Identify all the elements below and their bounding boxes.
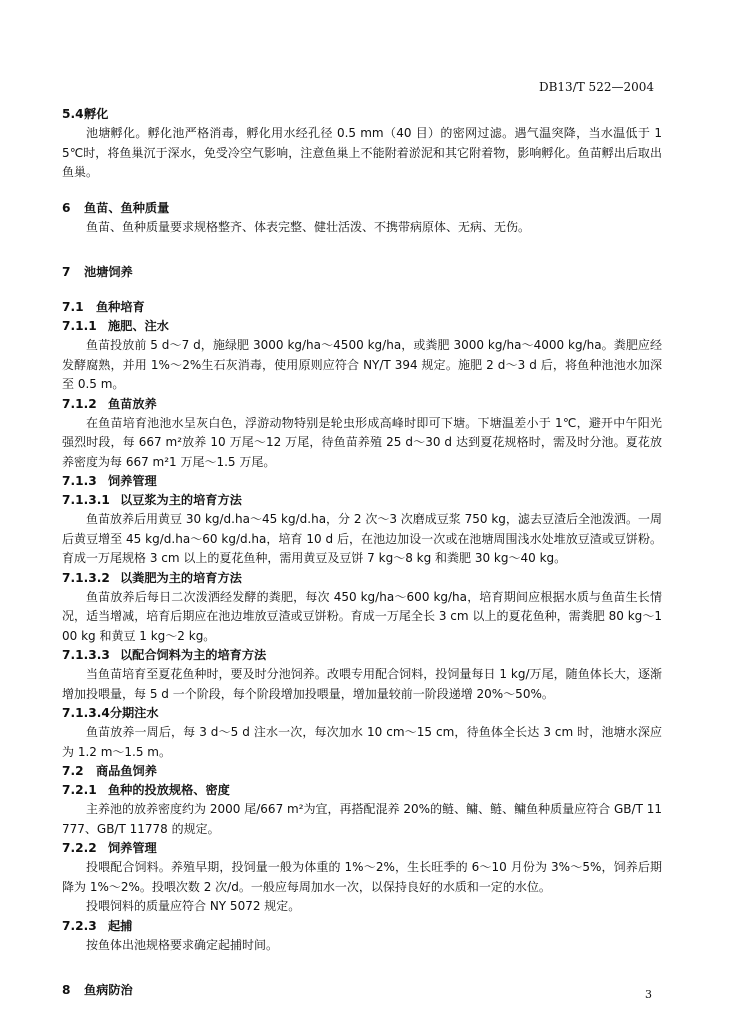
- section-heading: [62, 917, 662, 936]
- section-number: 7.1.3: [62, 474, 97, 488]
- section-number: 7.2.3: [62, 918, 97, 933]
- section-title: 鱼苗、鱼种质量: [84, 200, 170, 215]
- section-heading: [62, 298, 662, 317]
- page-number: 3: [645, 988, 652, 1001]
- section-title: 分期注水: [109, 706, 159, 720]
- section-heading: [62, 839, 662, 858]
- section-number: 7.2: [62, 764, 84, 778]
- section-number: 5.4: [62, 107, 84, 121]
- section-number: 7: [62, 265, 71, 279]
- section-title: 商品鱼饲养: [96, 764, 157, 778]
- section-number: 7.1.3.2: [62, 570, 110, 585]
- paragraph-gap: [62, 955, 662, 965]
- paragraph: 鱼苗投放前 5 d～7 d，施绿肥 3000 kg/ha～4500 kg/ha，或粪肥 3000 kg/ha～4000 kg/ha。粪肥应经发酵腐熟，并用 1%～2%生石灰消毒，使用原则应符合 NY/T 394 规定。施肥 2 d～3 d 后，将鱼种池池水加深至 0.5 m。: [62, 338, 662, 391]
- section-number: 7.2.1: [62, 783, 97, 797]
- section-gap: [62, 247, 662, 263]
- paragraph: 鱼苗放养后每日二次泼洒经发酵的粪肥，每次 450 kg/ha～600 kg/ha，培育期间应根据水质与鱼苗生长情况，适当增减，培育后期应在池边堆放豆渣或豆饼粉。育成一万尾全长 3 cm 以上的夏花鱼种，需粪肥 80 kg～100 kg 和黄豆 1 kg～2 kg。: [62, 589, 662, 643]
- section-heading: [62, 395, 662, 414]
- document-code: DB13/T 522—2004: [538, 80, 654, 94]
- section-heading: [62, 981, 662, 1000]
- section-title: 孵化: [84, 107, 109, 121]
- paragraph: 鱼苗、鱼种质量要求规格整齐、体表完整、健壮活泼、不携带病原体、无病、无伤。: [86, 219, 531, 234]
- section-heading: [62, 491, 662, 510]
- section-heading: [62, 704, 662, 723]
- section-title: 饲养管理: [108, 841, 157, 855]
- section-title: 鱼病防治: [84, 983, 133, 997]
- section-heading: [62, 781, 662, 800]
- paragraph: 鱼苗放养后用黄豆 30 kg/d.ha～45 kg/d.ha，分 2 次～3 次磨成豆浆 750 kg，滤去豆渣后全池泼洒。一周后黄豆增至 45 kg/d.ha～60 kg/d.ha，培育 10 d 后，在池边加设一次或在池塘周围浅水处堆放豆渣或豆饼粉。育成一万尾规格 3 cm 以上的夏花鱼种，需用黄豆及豆饼 7 kg～8 kg 和粪肥 30 kg～40 kg。: [62, 512, 662, 565]
- section-number: 7.1.2: [62, 396, 97, 411]
- section-number: 7.1.3.3: [62, 648, 110, 662]
- section-number: 7.1: [62, 300, 84, 314]
- section-gap: [62, 965, 662, 981]
- section-heading: [62, 472, 662, 491]
- section-number: 7.1.1: [62, 319, 97, 333]
- paragraph: 按鱼体出池规格要求确定起捕时间。: [86, 937, 279, 952]
- paragraph: 鱼苗放养一周后，每 3 d～5 d 注水一次，每次加水 10 cm～15 cm，待鱼体全长达 3 cm 时，池塘水深应为 1.2 m～1.5 m。: [62, 725, 662, 759]
- section-gap: [62, 183, 662, 199]
- section-gap: [62, 282, 662, 298]
- section-title: 以豆浆为主的培育方法: [120, 493, 242, 507]
- section-title: 鱼种的投放规格、密度: [108, 783, 230, 797]
- paragraph-gap: [62, 237, 662, 247]
- section-title: 池塘饲养: [84, 265, 133, 279]
- section-number: 8: [62, 983, 71, 997]
- section-title: 鱼种培育: [96, 300, 145, 314]
- section-title: 以配合饲料为主的培育方法: [120, 648, 267, 662]
- section-title: 起捕: [108, 918, 133, 933]
- paragraph: 在鱼苗培育池池水呈灰白色，浮游动物特别是轮虫形成高峰时即可下塘。下塘温差小于 1℃，避开中午阳光强烈时段，每 667 m²放养 10 万尾～12 万尾，待鱼苗养殖 25 d～30 d 达到夏花规格时，需及时分池。夏花放养密度为每 667 m²1 万尾～1.5 万尾。: [62, 415, 662, 469]
- section-title: 饲养管理: [108, 474, 157, 488]
- section-heading: [62, 199, 662, 218]
- paragraph: 投喂配合饲料。养殖早期，投饲量一般为体重的 1%～2%，生长旺季的 6～10 月份为 3%～5%，饲养后期降为 1%～2%。投喂次数 2 次/d。一般应每周加水一次，以保持良好的水质和一定的水位。: [62, 860, 662, 894]
- paragraph: 当鱼苗培育至夏花鱼种时，要及时分池饲养。改喂专用配合饲料，投饲量每日 1 kg/万尾，随鱼体长大，逐渐增加投喂量，每 5 d 一个阶段，每个阶段增加投喂量，增加量较前一阶段递增 20%～50%。: [62, 667, 662, 701]
- section-title: 以粪肥为主的培育方法: [120, 570, 242, 585]
- section-heading: [62, 317, 662, 336]
- section-title: 鱼苗放养: [108, 396, 157, 411]
- section-number: 7.1.3.4: [62, 706, 110, 720]
- section-heading: [62, 569, 662, 588]
- section-title: 施肥、注水: [108, 319, 169, 333]
- paragraph: 主养池的放养密度约为 2000 尾/667 m²为宜，再搭配混养 20%的鲢、鳙、鲢、鳙鱼种质量应符合 GB/T 11777、GB/T 11778 的规定。: [62, 802, 662, 836]
- section-heading: [62, 646, 662, 665]
- paragraph: 池塘孵化。孵化池严格消毒，孵化用水经孔径 0.5 mm（40 目）的密网过滤。遇气温突降，当水温低于 15℃时，将鱼巢沉于深水，免受冷空气影响，注意鱼巢上不能附着淤泥和其它附着物，影响孵化。鱼苗孵出后取出鱼巢。: [62, 126, 662, 179]
- paragraph: 投喂饲料的质量应符合 NY 5072 规定。: [86, 899, 301, 913]
- section-number: 7.2.2: [62, 841, 97, 855]
- section-heading: [62, 762, 662, 781]
- section-heading: [62, 263, 662, 282]
- document-body: [62, 105, 662, 1000]
- section-number: 7.1.3.1: [62, 493, 110, 507]
- section-number: 6: [62, 200, 71, 215]
- section-heading: [62, 105, 662, 124]
